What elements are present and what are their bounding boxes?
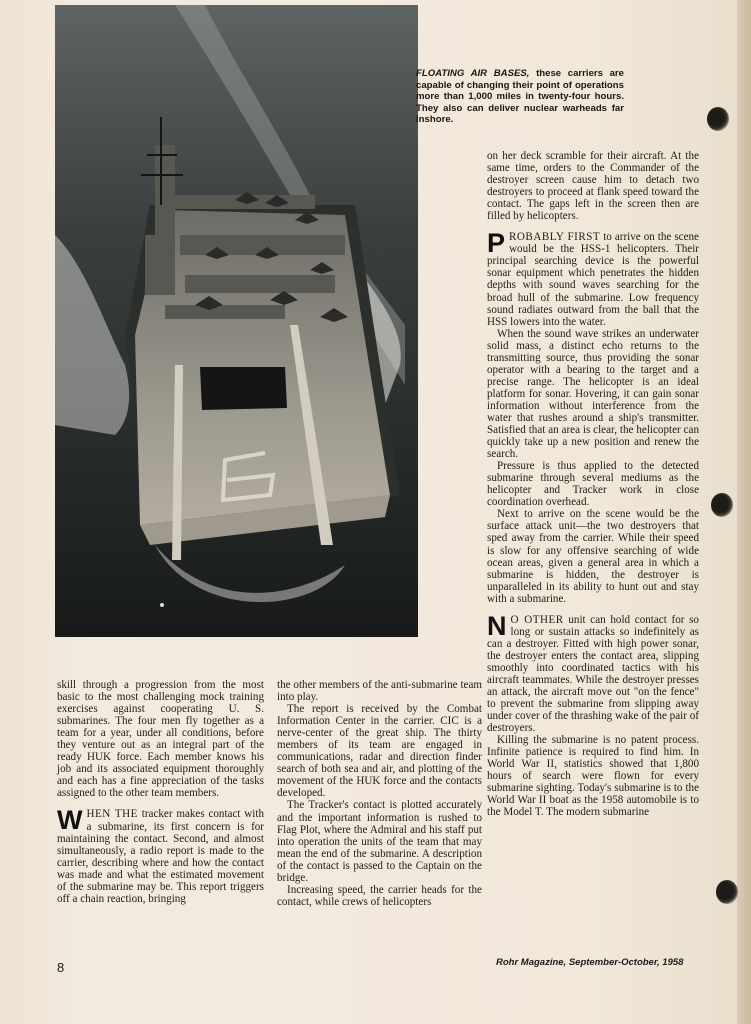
caption-lead: FLOATING AIR BASES,	[416, 68, 530, 79]
paragraph: Next to arrive on the scene would be the surface attack unit—the two destroyers that sped away from the carrier. While their speed is slow for any offensive searching of wide ocean areas, given a general area in which a submarine is hidden, the destroyer is unparalleled in its ability to hunt out and stay with a submarine.	[487, 508, 699, 605]
paragraph: skill through a progression from the most basic to the most challenging mock training exercises against cooperating U. S. submarines. The four men fly together as a team for a year, under all conditions, before they venture out as an integral part of the ready HUK force. Each member knows his job and its associated equipment thoroughly and each has a fine appreciation of the tasks assigned to the other team members.	[57, 679, 264, 800]
caption-text: these carriers are capable of changing their point of operations more than 1,000 miles in twenty-four hours. They also can deliver nuclear warheads far inshore.	[416, 68, 624, 125]
small-caps-lead: O OTHER	[510, 613, 564, 626]
photo-caption	[416, 68, 624, 126]
binder-hole	[716, 880, 738, 904]
paragraph: Pressure is thus applied to the detected submarine through several mediums as the helicopter and Tracker work in close coordination overhead.	[487, 460, 699, 509]
paragraph-text: tracker makes contact with a submarine, its first concern is for maintaining the contact. Second, and almost simultaneously, a radio report is made to the carrier, describing where and how the contact was made and what the estimated movement of the submarine may be. This report triggers off a chain reaction, bringing	[57, 808, 265, 905]
paragraph-text: to arrive on the scene would be the HSS-1 helicopters. Their principal searching device is the powerful sonar equipment which penetrates the hidden depths with sound waves searching for the broad hull of the submarine. Low frequency sound radiates outward from the ball that the HSS lowers into the water.	[487, 231, 699, 328]
drop-cap: N	[487, 610, 507, 641]
paragraph: the other members of the anti-submarine team into play.	[277, 679, 482, 704]
column-3	[487, 150, 699, 819]
paragraph: The report is received by the Combat Information Center in the carrier. CIC is a nerve-center of the great ship. The thirty members of its team are engaged in communications, radar and direction finder search of both sea and air, and plotting of the movement of the HUK force and the contacts developed.	[277, 703, 482, 800]
binder-hole	[711, 493, 733, 517]
paragraph	[487, 610, 699, 735]
publication-footer: Rohr Magazine, September-October, 1958	[496, 957, 684, 968]
paragraph: The Tracker's contact is plotted accurately and the important information is rushed to Flag Plot, where the Admiral and his staff put into operation the units of the team that may mean the end of the submarine. A description of the contact is passed to the Captain on the bridge.	[277, 799, 482, 884]
paragraph: on her deck scramble for their aircraft. At the same time, orders to the Commander of the destroyer screen cause him to detach two destroyers to proceed at flank speed toward the contact. The gaps left in the screen then are filled by helicopters.	[487, 150, 699, 223]
aircraft-carrier-photo	[55, 5, 418, 637]
paragraph	[57, 805, 265, 905]
column-2	[277, 679, 482, 908]
paragraph	[487, 228, 699, 328]
small-caps-lead: HEN THE	[86, 808, 138, 821]
page-edge	[737, 0, 751, 1024]
paragraph: When the sound wave strikes an underwater solid mass, a distinct echo returns to the transmitting source, thus providing the sonar operator with a bearing to the target and a precise range. The helicopter is an ideal platform for sonar. Hovering, it can gain sonar information without interference from the water that rushes around a ship's transmitter. Satisfied that an area is clear, the helicopter can quickly take up a new position and renew the search.	[487, 327, 699, 461]
drop-cap: W	[57, 805, 83, 836]
drop-cap: P	[487, 228, 506, 259]
page-number: 8	[57, 960, 65, 975]
column-1	[57, 679, 264, 905]
paragraph: Killing the submarine is no patent process. Infinite patience is required to find him. In World War II, statistics showed that 1,800 hours of search were flown for every submarine sighting. Today's submarine is to the World War II boat as the 1958 automobile is to the Model T. The modern submarine	[487, 734, 699, 819]
paragraph-text: unit can hold contact for so long or sustain attacks so indefinitely as can a destroyer. Fitted with high power sonar, the destroyer enters the contact area, slipping smoothly into coordinated tactics with his aircraft teammates. While the destroyer presses an attack, the aircraft move out "on the fence" to prevent the submarine from slipping away under cover of the thrashing wake of the pair of destroyers.	[487, 613, 699, 735]
binder-hole	[707, 107, 729, 131]
small-caps-lead: ROBABLY FIRST	[509, 231, 601, 244]
paragraph: Increasing speed, the carrier heads for the contact, while crews of helicopters	[277, 883, 482, 908]
